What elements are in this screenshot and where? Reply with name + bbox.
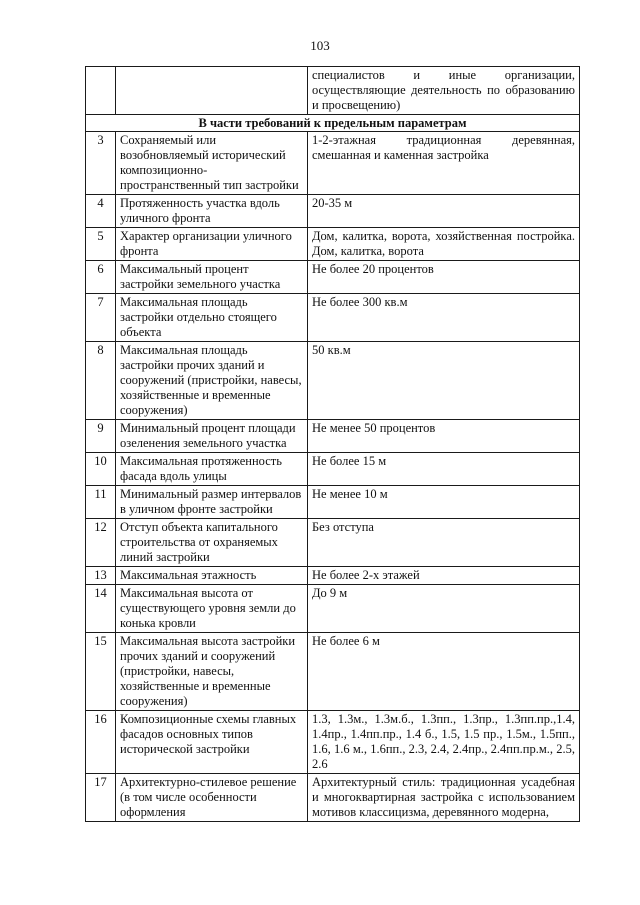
section-title: В части требований к предельным параметрам: [86, 115, 580, 132]
table-row: [86, 711, 580, 774]
page-number: 103: [310, 38, 330, 53]
parameter-value: Не более 20 процентов: [308, 261, 580, 294]
parameter-value: 1-2-этажная традиционная деревянная, смешанная и каменная застройка: [308, 132, 580, 195]
continuation-row: [86, 67, 580, 115]
parameter-name: Архитектурно-стилевое решение (в том числе особенности оформления: [116, 774, 308, 822]
table-row: [86, 261, 580, 294]
table-row: [86, 633, 580, 711]
parameter-name: Максимальная площадь застройки прочих зданий и сооружений (пристройки, навесы, хозяйственные и временные сооружения): [116, 342, 308, 420]
table-row: [86, 420, 580, 453]
table-row: [86, 453, 580, 486]
parameter-value: Не более 2-х этажей: [308, 567, 580, 585]
parameter-name: Максимальная высота застройки прочих зданий и сооружений (пристройки, навесы, хозяйственные и временные сооружения): [116, 633, 308, 711]
parameter-name: Максимальная площадь застройки отдельно стоящего объекта: [116, 294, 308, 342]
row-number: 8: [86, 342, 116, 420]
table-row: [86, 132, 580, 195]
parameter-name: Максимальный процент застройки земельного участка: [116, 261, 308, 294]
row-number: 4: [86, 195, 116, 228]
parameter-name: Отступ объекта капитального строительства от охраняемых линий застройки: [116, 519, 308, 567]
parameter-name: Композиционные схемы главных фасадов основных типов исторической застройки: [116, 711, 308, 774]
table-row: [86, 585, 580, 633]
parameter-value: Не менее 10 м: [308, 486, 580, 519]
table-row: [86, 774, 580, 822]
row-number: 9: [86, 420, 116, 453]
parameter-value: Архитектурный стиль: традиционная усадебная и многоквартирная застройка с использованием мотивов классицизма, деревянного модерна,: [308, 774, 580, 822]
parameter-value: Не менее 50 процентов: [308, 420, 580, 453]
parameter-value: Не более 300 кв.м: [308, 294, 580, 342]
table-row: [86, 294, 580, 342]
parameter-value: 20-35 м: [308, 195, 580, 228]
row-number: 10: [86, 453, 116, 486]
parameter-name: Максимальная этажность: [116, 567, 308, 585]
empty-cell: [116, 67, 308, 115]
row-number: 12: [86, 519, 116, 567]
parameter-value: Дом, калитка, ворота, хозяйственная постройка. Дом, калитка, ворота: [308, 228, 580, 261]
parameter-name: Минимальный размер интервалов в уличном фронте застройки: [116, 486, 308, 519]
parameter-value: Без отступа: [308, 519, 580, 567]
parameter-name: Характер организации уличного фронта: [116, 228, 308, 261]
table-row: [86, 519, 580, 567]
parameter-value: 50 кв.м: [308, 342, 580, 420]
row-number: 6: [86, 261, 116, 294]
empty-cell: [86, 67, 116, 115]
table-row: [86, 342, 580, 420]
parameter-value: До 9 м: [308, 585, 580, 633]
row-number: 17: [86, 774, 116, 822]
table-row: [86, 228, 580, 261]
row-number: 13: [86, 567, 116, 585]
row-number: 5: [86, 228, 116, 261]
parameter-value: Не более 15 м: [308, 453, 580, 486]
table-row: [86, 486, 580, 519]
row-number: 14: [86, 585, 116, 633]
section-row: [86, 115, 580, 132]
row-number: 7: [86, 294, 116, 342]
row-number: 11: [86, 486, 116, 519]
parameter-name: Максимальная протяженность фасада вдоль улицы: [116, 453, 308, 486]
parameter-name: Протяженность участка вдоль уличного фронта: [116, 195, 308, 228]
table-row: [86, 195, 580, 228]
parameter-name: Сохраняемый или возобновляемый исторический композиционно-пространственный тип застройки: [116, 132, 308, 195]
table-row: [86, 567, 580, 585]
requirements-table: [85, 66, 580, 822]
parameter-value: Не более 6 м: [308, 633, 580, 711]
parameter-value: 1.3, 1.3м., 1.3м.б., 1.3пп., 1.3пр., 1.3пп.пр.,1.4, 1.4пр., 1.4пп.пр., 1.4 б., 1.5, 1.5 пр., 1.5м., 1.5пп., 1.6, 1.6 м., 1.6пп., 2.3, 2.4, 2.4пр., 2.4пп.пр.м., 2.5, 2.6: [308, 711, 580, 774]
parameter-name: Минимальный процент площади озеленения земельного участка: [116, 420, 308, 453]
row-number: 3: [86, 132, 116, 195]
row-number: 16: [86, 711, 116, 774]
parameter-name: Максимальная высота от существующего уровня земли до конька кровли: [116, 585, 308, 633]
row-number: 15: [86, 633, 116, 711]
continuation-text: специалистов и иные организации, осуществляющие деятельность по образованию и просвещению): [308, 67, 580, 115]
